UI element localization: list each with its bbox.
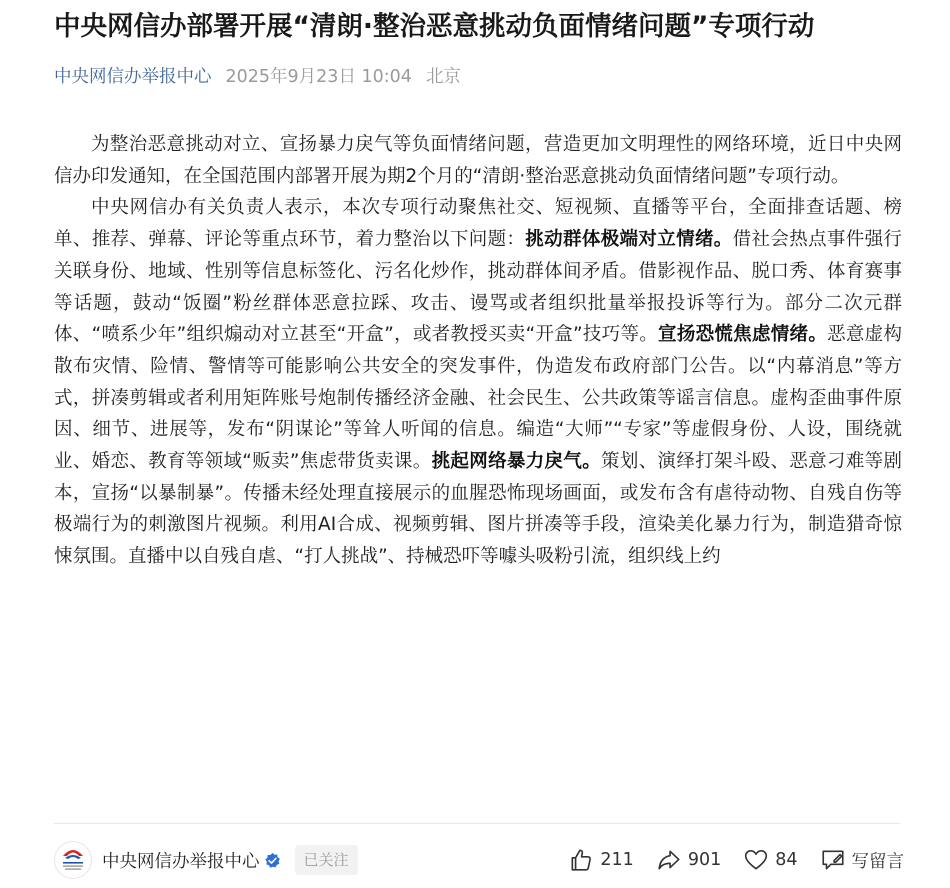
bold-heading-2: 宣扬恐慌焦虑情绪。 [658,324,828,346]
bold-heading-1: 挑动群体极端对立情绪。 [525,229,733,251]
favorite-count: 84 [775,850,798,870]
share-arrow-icon [656,847,682,873]
share-button[interactable] [656,847,721,873]
footer-divider [54,823,900,824]
publish-time: 2025年9月23日 10:04 [225,66,412,87]
article-title: 中央网信办部署开展“清朗·整治恶意挑动负面情绪问题”专项行动 [54,11,815,42]
favorite-button[interactable] [743,847,797,873]
comment-icon [820,847,846,873]
comment-button[interactable] [820,847,905,873]
article-body [54,129,902,823]
action-group [546,847,904,873]
bold-heading-3: 挑起网络暴力戾气。 [431,451,602,473]
like-button[interactable] [568,847,633,873]
paragraph-2-text-2: 恶意虚构散布灾情、险情、警情等可能影响公共安全的突发事件，伪造发布政府部门公告。以“内幕消息”等方式，拼凑剪辑或者利用矩阵账号炮制传播经济金融、社会民生、公共政策等谣言信息。虚构歪曲事件原因、细节、进展等，发布“阴谋论”等耸人听闻的信息。编造“大师”“专家”等虚假身份、人设，围绕就业、婚恋、教育等领域“贩卖”焦虑带货卖课。 [54,324,902,473]
like-count: 211 [600,850,634,870]
paragraph-2-intro: 中央网信办有关负责人表示，本次专项行动聚焦社交、短视频、直播等平台，全面排查话题、榜单、推荐、弹幕、评论等重点环节，着力整治以下问题： [54,197,902,251]
thumbs-up-icon [568,847,594,873]
account-logo-icon[interactable] [54,841,92,879]
paragraph-2-text-3: 策划、演绎打架斗殴、恶意刁难等剧本，宣扬“以暴制暴”。传播未经处理直接展示的血腥恐怖现场画面，或发布含有虐待动物、自残自伤等极端行为的刺激图片视频。利用AI合成、视频剪辑、图片拼凑等手段，渲染美化暴力行为，制造猎奇惊悚氛围。直播中以自残自虐、“打人挑战”、持械恐吓等噱头吸粉引流，组织线上约 [54,451,902,568]
paragraph-2-text-1: 借社会热点事件强行关联身份、地域、性别等信息标签化、污名化炒作，挑动群体间矛盾。借影视作品、脱口秀、体育赛事等话题，鼓动“饭圈”粉丝群体恶意拉踩、攻击、谩骂或者组织批量举报投诉等行为。部分二次元群体、“喷系少年”组织煽动对立甚至“开盒”，或者教授买卖“开盒”技巧等。 [54,229,902,346]
heart-icon [743,847,769,873]
verified-badge-icon [264,852,281,869]
article-footer-bar [54,838,904,882]
article-meta [54,62,461,88]
share-count: 901 [687,850,722,870]
paragraph-2 [54,192,902,572]
paragraph-1: 为整治恶意挑动对立、宣扬暴力戾气等负面情绪问题，营造更加文明理性的网络环境，近日中央网信办印发通知，在全国范围内部署开展为期2个月的“清朗·整治恶意挑动负面情绪问题”专项行动。 [54,134,902,187]
follow-button[interactable]: 已关注 [295,845,358,875]
source-link[interactable]: 中央网信办举报中心 [54,66,212,87]
comment-label: 写留言 [851,851,904,872]
account-name[interactable]: 中央网信办举报中心 [102,851,260,872]
publish-location: 北京 [425,66,461,87]
